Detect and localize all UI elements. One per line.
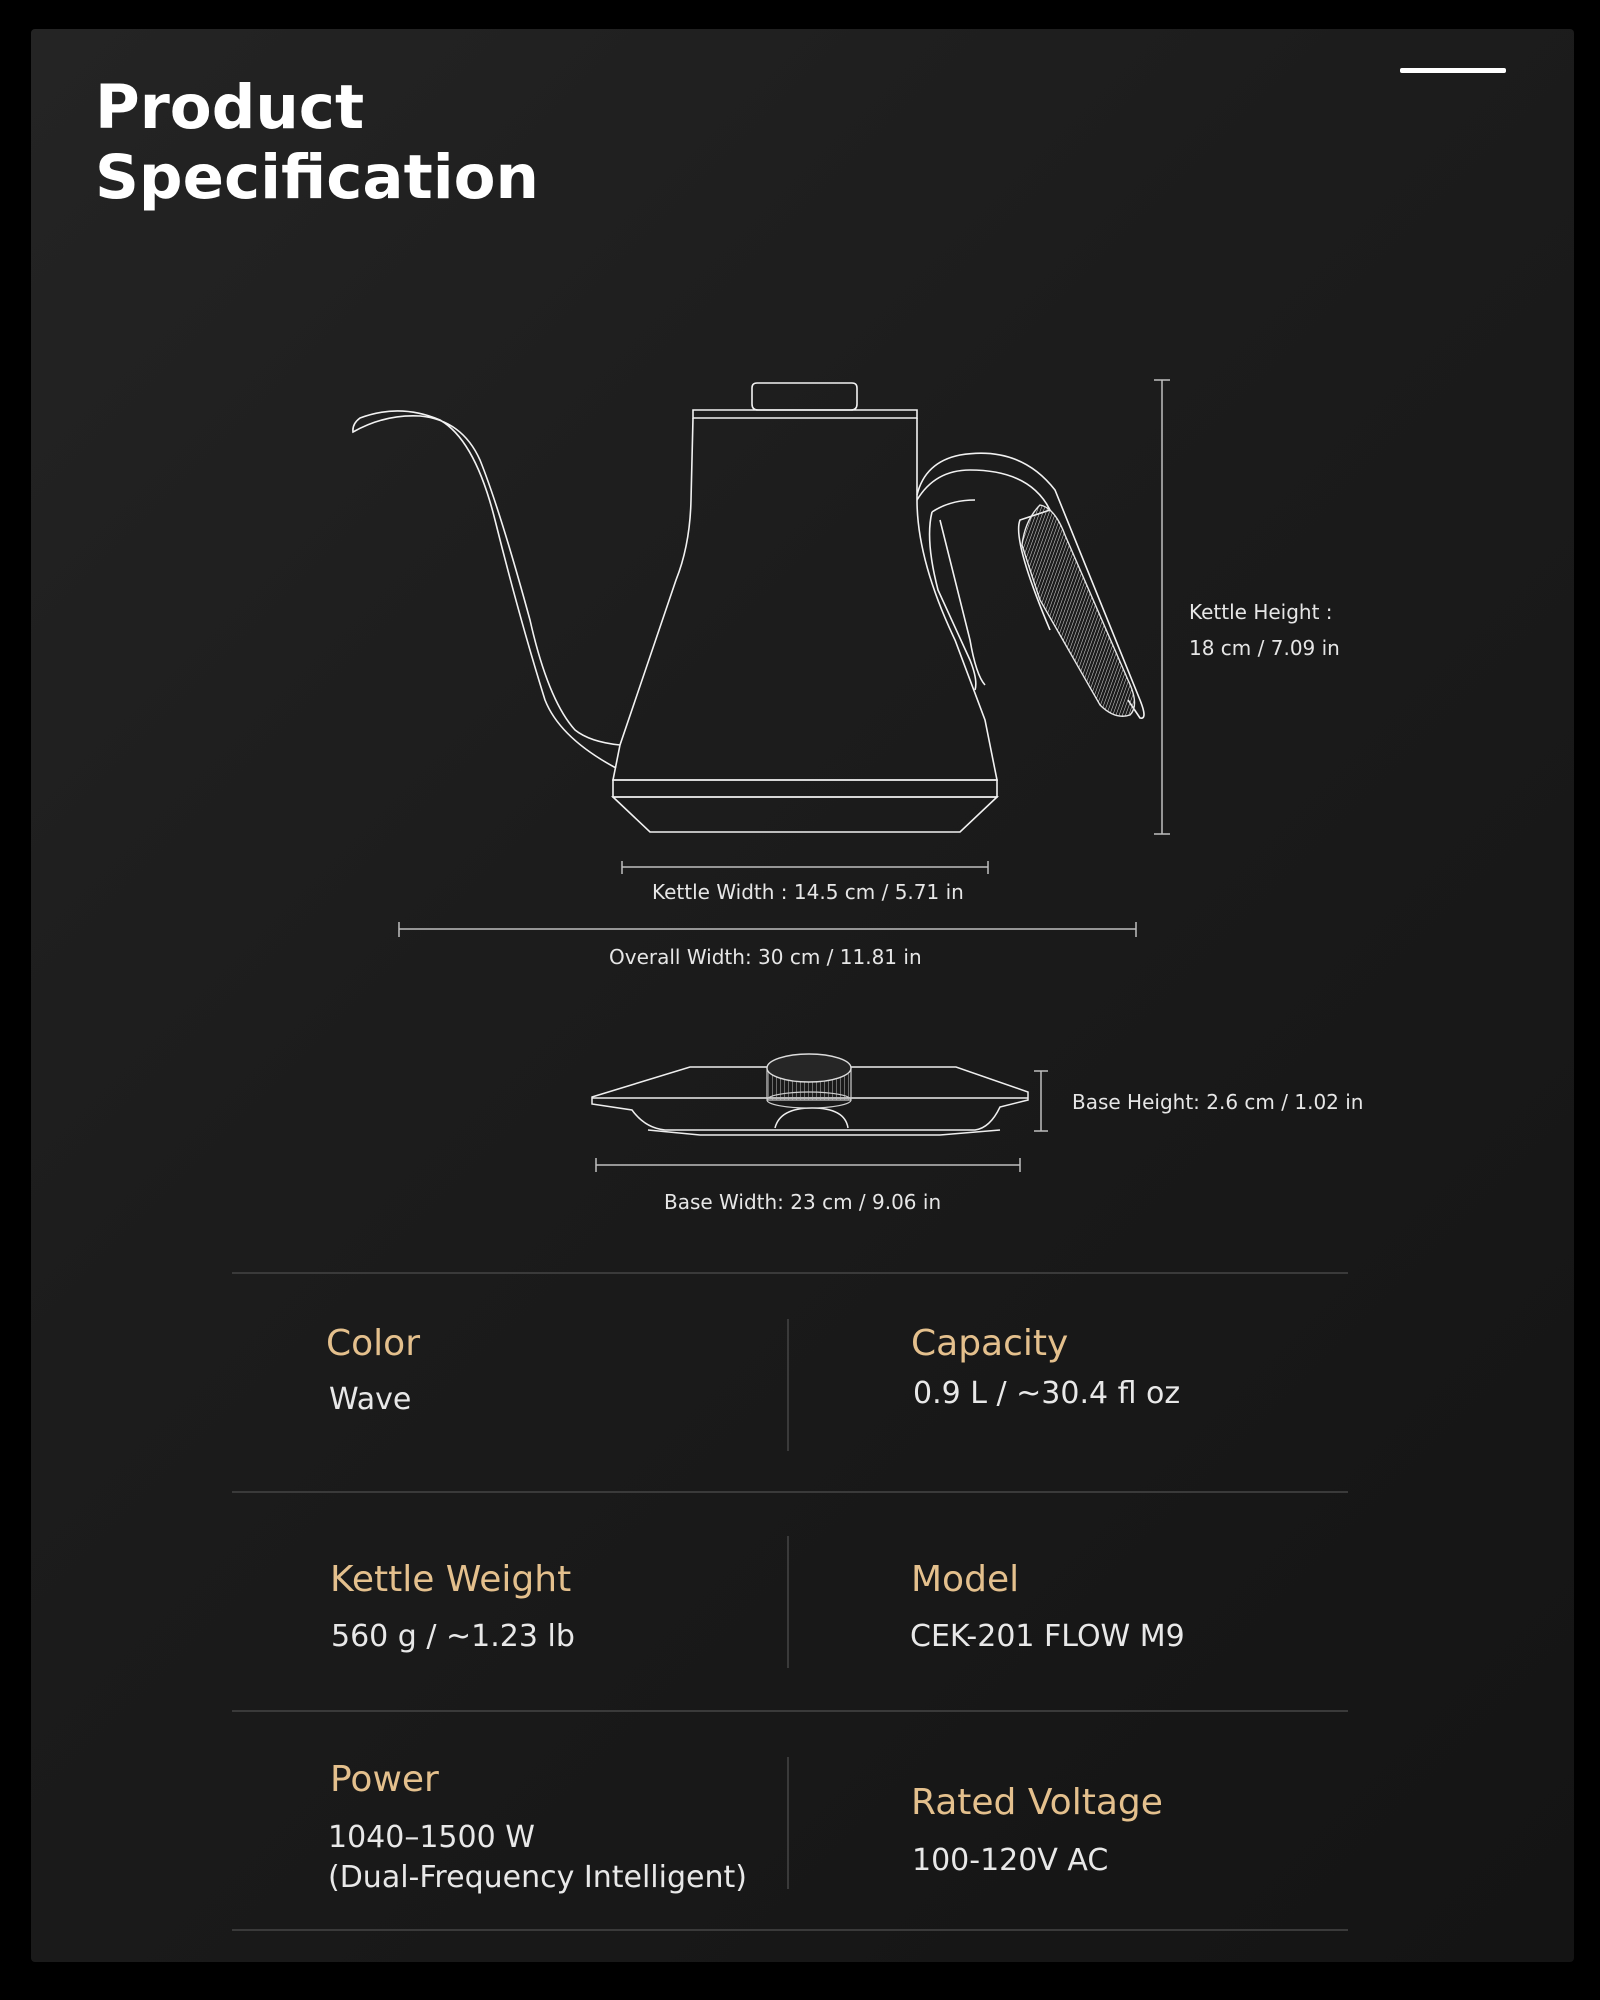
power-label: Power <box>330 1759 439 1800</box>
base-width-dimension-line <box>596 1158 1020 1172</box>
base-height-label: Base Height: 2.6 cm / 1.02 in <box>1072 1090 1364 1114</box>
kettle-height-label: Kettle Height : <box>1189 600 1333 624</box>
spec-column-separator <box>787 1536 789 1668</box>
rated-voltage-label: Rated Voltage <box>911 1782 1163 1823</box>
kettle-weight-value: 560 g / ~1.23 lb <box>331 1619 575 1654</box>
overall-width-dimension-line <box>399 922 1136 937</box>
base-height-dimension-line <box>1034 1071 1048 1131</box>
capacity-value: 0.9 L / ~30.4 fl oz <box>913 1376 1181 1411</box>
kettle-weight-label: Kettle Weight <box>330 1559 572 1600</box>
color-value: Wave <box>329 1382 412 1417</box>
rated-voltage-value: 100-120V AC <box>912 1843 1109 1878</box>
spec-divider-top <box>232 1272 1348 1274</box>
model-value: CEK-201 FLOW M9 <box>910 1619 1185 1654</box>
kettle-width-dimension-line <box>622 861 988 874</box>
base-knob <box>767 1054 851 1108</box>
base-width-label: Base Width: 23 cm / 9.06 in <box>664 1190 942 1214</box>
kettle-outline <box>353 383 1144 832</box>
color-label: Color <box>326 1323 420 1364</box>
capacity-label: Capacity <box>911 1323 1069 1364</box>
kettle-width-label: Kettle Width : 14.5 cm / 5.71 in <box>652 880 964 904</box>
spec-divider-2 <box>232 1710 1348 1712</box>
spec-divider-1 <box>232 1491 1348 1493</box>
power-value-line-1: 1040–1500 W <box>328 1820 535 1855</box>
spec-column-separator <box>787 1319 789 1451</box>
kettle-height-value: 18 cm / 7.09 in <box>1189 636 1340 660</box>
title-line-2: Specification <box>95 142 539 213</box>
spec-divider-bottom <box>232 1929 1348 1931</box>
spec-column-separator <box>787 1757 789 1889</box>
model-label: Model <box>911 1559 1020 1600</box>
handle-grip <box>1022 505 1135 716</box>
kettle-height-dimension-line <box>1154 380 1170 834</box>
overall-width-label: Overall Width: 30 cm / 11.81 in <box>609 945 922 969</box>
title-line-1: Product <box>95 72 365 143</box>
power-value-line-2: (Dual-Frequency Intelligent) <box>328 1860 747 1895</box>
